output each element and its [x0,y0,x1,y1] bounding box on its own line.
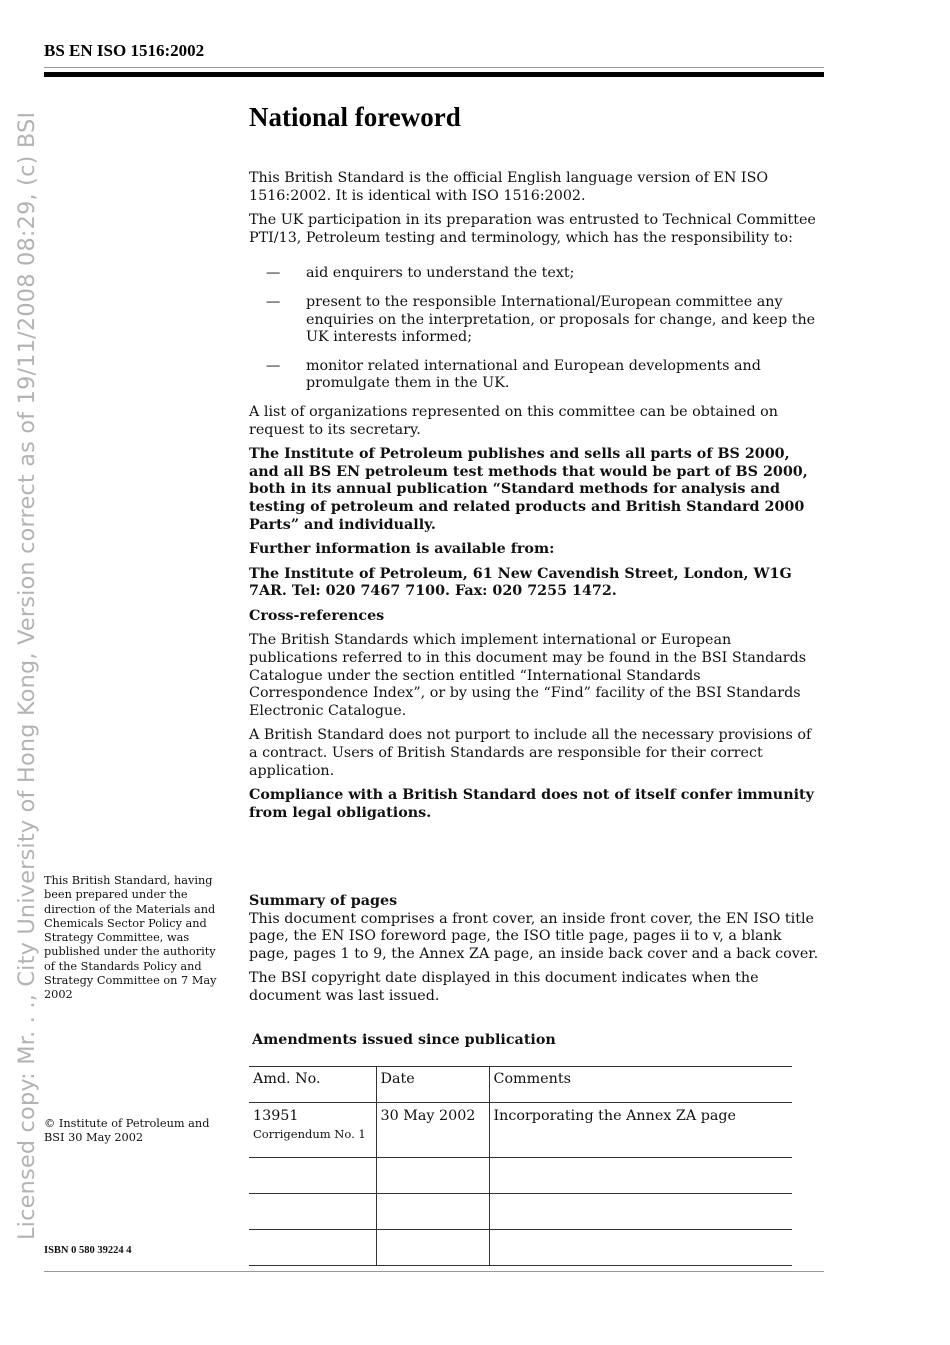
header-thin-rule [44,67,824,68]
list-item [249,358,824,393]
copyright-date-paragraph: The BSI copyright date displayed in this document indicates when the document was last issued. [249,970,759,1004]
ip-address-paragraph: The Institute of Petroleum, 61 New Cavendish Street, London, W1G 7AR. Tel: 020 7467 7100. Fax: 020 7255 1472. [249,565,792,600]
amendments-table [249,1066,792,1266]
page-title: National foreword [249,102,461,132]
footer-rule [44,1271,824,1272]
organizations-paragraph: A list of organizations represented on this committee can be obtained on request to its secretary. [249,403,778,438]
corrigendum-label: Corrigendum No. 1 [253,1127,366,1141]
table-row [249,1103,792,1158]
further-info-paragraph: Further information is available from: [249,541,555,558]
cross-references-heading: Cross-references [249,607,385,624]
amd-number: 13951 [253,1108,299,1124]
isbn-number: ISBN 0 580 39224 4 [44,1245,132,1256]
list-item [249,294,824,347]
national-foreword-section [249,100,824,829]
list-item [249,265,824,283]
amd-no-cell [249,1103,376,1158]
cross-references-paragraph: The British Standards which implement international or European publications referred to in this document may be found in the BSI Standards Catalogue under the section entitled “International Standards Correspondence Index”, or by using the “Find” facility of the BSI Standards Electronic Catalogue. [249,632,807,719]
intro-paragraph: This British Standard is the official English language version of EN ISO 1516:2002. It is identical with ISO 1516:2002. [249,170,769,204]
ip-publication-paragraph: The Institute of Petroleum publishes and sells all parts of BS 2000, and all BS EN petroleum test methods that would be part of BS 2000, both in its annual publication “Standard methods for analysis and testing of petroleum and related products and British Standard 2000 Parts” and individually. [249,446,808,533]
date-cell: 30 May 2002 [376,1103,489,1158]
summary-of-pages-section [249,893,824,1013]
empty-table-row [249,1158,792,1194]
empty-table-row [249,1230,792,1266]
dash-bullet: — [266,265,281,282]
committee-paragraph: The UK participation in its preparation was entrusted to Technical Committee PTI/13, Petroleum testing and terminology, which has the responsibility to: [249,212,816,246]
responsibility-list [249,265,824,393]
summary-heading: Summary of pages [249,893,398,909]
comment-cell: Incorporating the Annex ZA page [489,1103,792,1158]
list-item-text: aid enquirers to understand the text; [306,265,575,282]
summary-paragraph: This document comprises a front cover, an inside front cover, the EN ISO title page, the EN ISO foreword page, the ISO title page, pages ii to v, a blank page, pages 1 to 9, the Annex ZA page, an inside back cover and a back cover. [249,910,819,962]
copyright-notice: © Institute of Petroleum and BSI 30 May 2002 [44,1117,210,1145]
empty-table-row [249,1194,792,1230]
compliance-paragraph: Compliance with a British Standard does not of itself confer immunity from legal obligations. [249,787,814,821]
column-header-date: Date [376,1067,489,1103]
standard-authority-note: This British Standard, having been prepared under the direction of the Materials and Chemicals Sector Policy and Strategy Committee, was published under the authority of the Standards Policy and Strategy Committee on 7 May 2002 [44,874,217,1002]
document-id-header: BS EN ISO 1516:2002 [44,41,205,60]
column-header-amd-no: Amd. No. [249,1067,376,1103]
license-watermark: Licensed copy: Mr. . ., City University of Hong Kong, Version correct as of 19/11/2008 08:29, (c) BSI [14,111,40,1240]
table-header-row [249,1067,792,1103]
dash-bullet: — [266,357,281,374]
column-header-comments: Comments [489,1067,792,1103]
header-thick-rule [44,72,824,77]
list-item-text: monitor related international and European developments and promulgate them in the UK. [306,357,761,392]
dash-bullet: — [266,293,281,310]
amendments-title: Amendments issued since publication [252,1032,556,1048]
list-item-text: present to the responsible International/European committee any enquiries on the interpretation, or proposals for change, and keep the UK interests informed; [306,293,816,346]
provisions-paragraph: A British Standard does not purport to include all the necessary provisions of a contract. Users of British Standards are responsible for their correct application. [249,727,812,779]
